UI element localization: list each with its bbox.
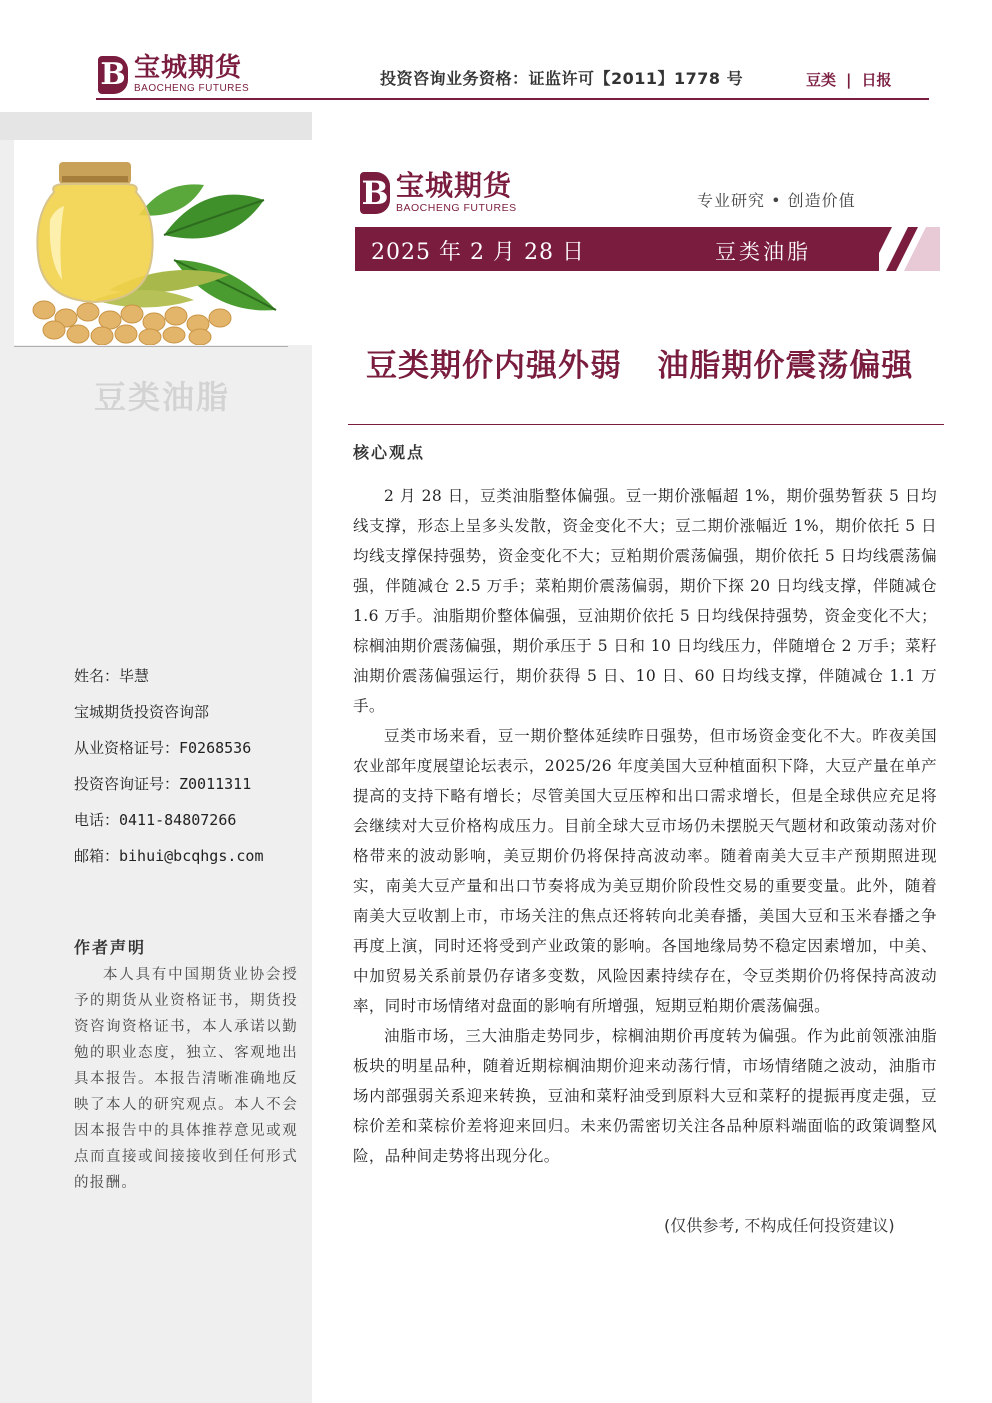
image-divider	[14, 346, 288, 347]
soybean-oil-illustration	[14, 140, 312, 345]
author-department: 宝城期货投资咨询部	[74, 703, 210, 721]
date-banner	[355, 227, 879, 271]
license-text: 投资咨询业务资格：证监许可【2011】1778 号	[380, 69, 744, 88]
report-tags	[806, 69, 892, 90]
headline-divider	[348, 424, 944, 425]
paragraph-soybean-market: 豆类市场来看，豆一期价整体延续昨日强势，但市场资金变化不大。昨夜美国农业部年度展望论坛表示，2025/26 年度美国大豆种植面积下降，大豆产量在单产提高的支持下略有增长；尽管美国大豆压榨和出口需求增长，但是全球供应充足将会继续对大豆价格构成压力。目前全球大豆市场仍未摆脱天气题材和政策动荡对价格带来的波动影响，美豆期价仍将保持高波动率。随着南美大豆丰产预期照进现实，南美大豆产量和出口节奏将成为美豆期价阶段性交易的重要变量。此外，随着南美大豆收割上市，市场关注的焦点还将转向北美春播，美国大豆和玉米春播之争再度上演，同时还将受到产业政策的影响。各国地缘局势不稳定因素增加，中美、中加贸易关系前景仍存诸多变数，风险因素持续存在，令豆类期价仍将保持高波动率，同时市场情绪对盘面的影响有所增强，短期豆粕期价震荡偏强。	[353, 727, 937, 1015]
author-statement-title: 作者声明	[74, 938, 147, 957]
main-logo-name-en: BAOCHENG FUTURES	[396, 202, 517, 215]
main-company-logo	[360, 169, 517, 215]
paragraph-oil-market: 油脂市场，三大油脂走势同步，棕榈油期价再度转为偏强。作为此前领涨油脂板块的明星品种，随着近期棕榈油期价迎来动荡行情，市场情绪随之波动，油脂市场内部强弱关系迎来转换，豆油和菜籽油受到原料大豆和菜籽的提振再度走强，豆棕价差和菜棕价差将迎来回归。未来仍需密切关注各品种原料端面临的政策调整风险，品种间走势将出现分化。	[353, 1027, 937, 1165]
qualification-number: 从业资格证号：F0268536	[74, 739, 252, 757]
email-address: 邮箱：bihui@bcqhgs.com	[74, 847, 264, 865]
report-date: 2025 年 2 月 28 日	[371, 240, 585, 265]
logo-name-cn: 宝城期货	[134, 53, 243, 83]
tag-daily: 日报	[861, 71, 892, 89]
page-header	[0, 0, 992, 112]
logo-mark: B	[98, 56, 128, 94]
core-views-title: 核心观点	[353, 443, 426, 462]
phone-number: 电话：0411-84807266	[74, 811, 237, 829]
sidebar-category-label: 豆类油脂	[94, 378, 231, 416]
author-contact	[74, 665, 304, 881]
report-headline: 豆类期价内强外弱 油脂期价震荡偏强	[366, 348, 914, 384]
paragraph-market-summary: 2 月 28 日，豆类油脂整体偏强。豆一期价涨幅超 1%，期价强势暂获 5 日均线支撑，形态上呈多头发散，资金变化不大；豆二期价涨幅近 1%，期价依托 5 日均线支撑保持强势，资金变化不大；豆粕期价震荡偏强，期价依托 5 日均线震荡偏强，伴随减仓 2.5 万手；菜粕期价震荡偏弱，期价下探 20 日均线支撑，伴随减仓 1.6 万手。油脂期价整体偏强，豆油期价依托 5 日均线保持强势，资金变化不大；棕榈油期价震荡偏强，期价承压于 5 日和 10 日均线压力，伴随增仓 2 万手；菜籽油期价震荡偏强运行，期价获得 5 日、10 日、60 日均线支撑，伴随减仓 1.1 万手。	[353, 487, 937, 715]
consulting-cert-number: 投资咨询证号：Z0011311	[74, 775, 252, 793]
author-statement-body: 本人具有中国期货业协会授予的期货从业资格证书，期货投资咨询资格证书，本人承诺以勤勉的职业态度，独立、客观地出具本报告。本报告清晰准确地反映了本人的研究观点。本人不会因本报告中的具体推荐意见或观点而直接或间接接收到任何形式的报酬。	[74, 967, 298, 1191]
main-logo-mark: B	[361, 174, 389, 212]
header-divider	[96, 98, 929, 100]
company-slogan: 专业研究 • 创造价值	[697, 191, 856, 210]
tag-separator: |	[846, 71, 852, 89]
company-logo	[98, 55, 249, 94]
logo-name-en: BAOCHENG FUTURES	[134, 83, 250, 94]
banner-stripes-decoration	[870, 227, 942, 271]
disclaimer: (仅供参考, 不构成任何投资建议)	[664, 1216, 895, 1235]
banner-category: 豆类油脂	[715, 240, 811, 264]
tag-soy: 豆类	[806, 71, 837, 89]
author-name: 姓名：毕慧	[74, 667, 150, 685]
sidebar-top-strip	[0, 112, 312, 140]
main-logo-name-cn: 宝城期货	[396, 169, 513, 203]
report-body	[353, 481, 937, 1171]
